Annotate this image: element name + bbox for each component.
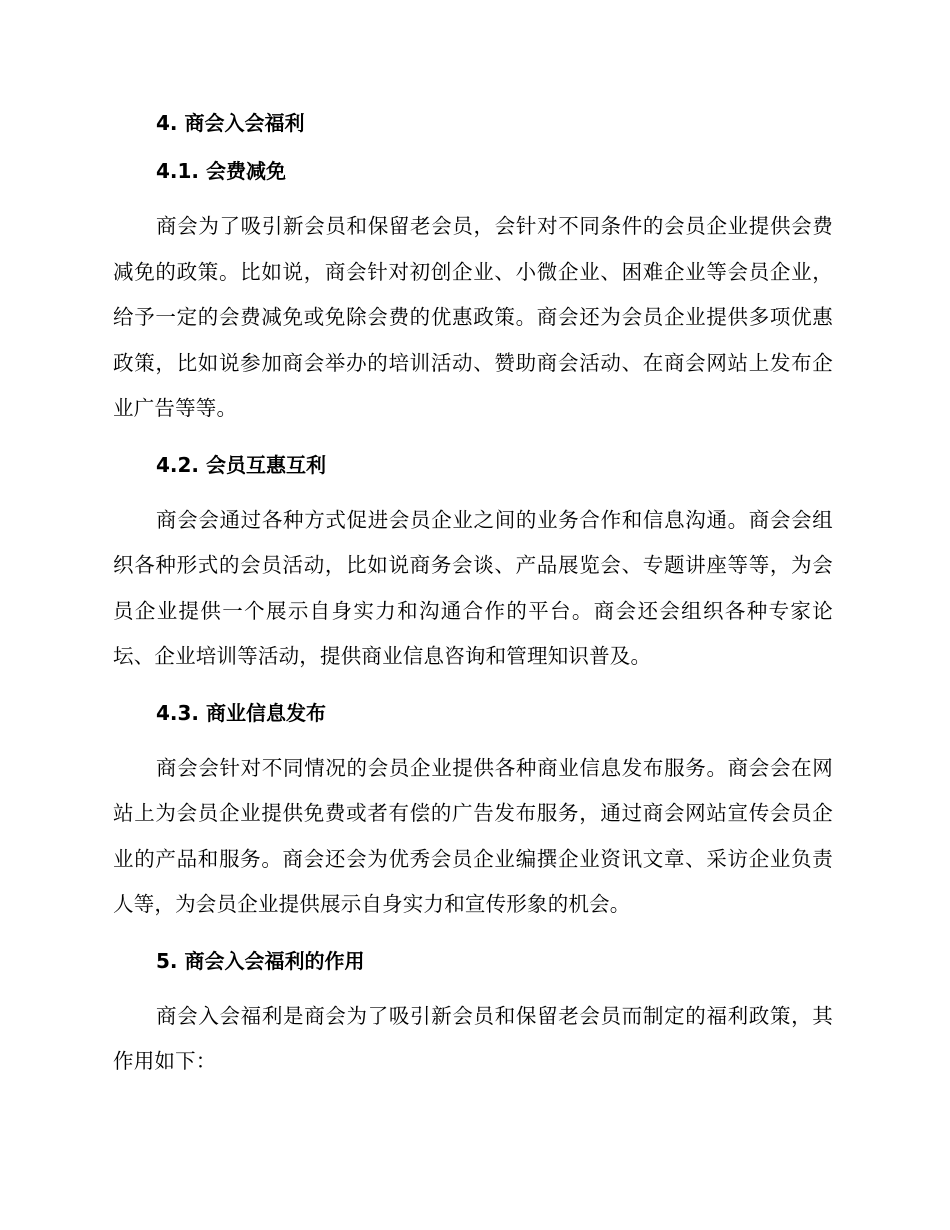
document-content [113,108,833,1085]
section-4-2-heading: 4.2. 会员互惠互利 [156,452,326,477]
section-4-3-paragraph: 商会会针对不同情况的会员企业提供各种商业信息发布服务。商会会在网站上为会员企业提供免费或者有偿的广告发布服务，通过商会网站宣传会员企业的产品和服务。商会还会为优秀会员企业编撰企业资讯文章、采访企业负责人等，为会员企业提供展示自身实力和宣传形象的机会。 [113,755,833,916]
section-4-2-paragraph: 商会会通过各种方式促进会员企业之间的业务合作和信息沟通。商会会组织各种形式的会员活动，比如说商务会谈、产品展览会、专题讲座等等，为会员企业提供一个展示自身实力和沟通合作的平台。商会还会组织各种专家论坛、企业培训等活动，提供商业信息咨询和管理知识普及。 [113,507,833,668]
section-5-heading: 5. 商会入会福利的作用 [156,948,365,973]
section-4-1-paragraph: 商会为了吸引新会员和保留老会员，会针对不同条件的会员企业提供会费减免的政策。比如说，商会针对初创企业、小微企业、困难企业等会员企业，给予一定的会费减免或免除会费的优惠政策。商会还为会员企业提供多项优惠政策，比如说参加商会举办的培训活动、赞助商会活动、在商会网站上发布企业广告等等。 [113,214,833,420]
section-4-3-heading: 4.3. 商业信息发布 [156,700,326,725]
section-4-heading: 4. 商会入会福利 [156,111,305,135]
section-5-paragraph: 商会入会福利是商会为了吸引新会员和保留老会员而制定的福利政策，其作用如下： [113,1003,833,1073]
section-4-1-heading: 4.1. 会费减免 [156,159,286,183]
